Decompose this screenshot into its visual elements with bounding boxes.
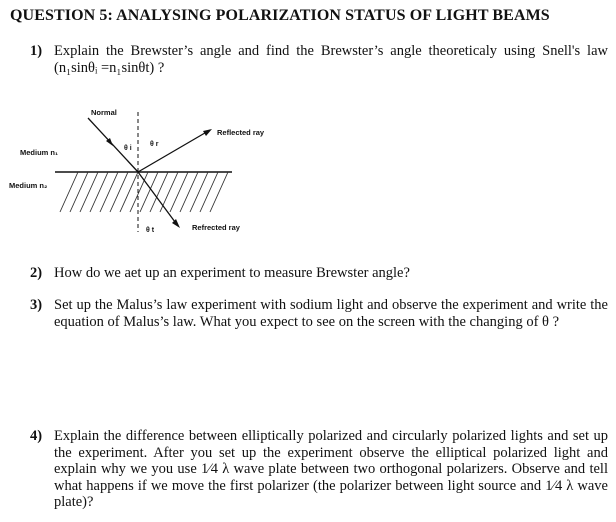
reflected-ray: [138, 130, 210, 172]
reflected-arrow: [203, 129, 212, 136]
page-title: QUESTION 5: ANALYSING POLARIZATION STATUS OF LIGHT BEAMS: [10, 7, 550, 24]
theta-t-label: θ t: [146, 227, 155, 234]
medium2-hatching: [60, 172, 228, 212]
question-3: [30, 297, 608, 330]
reflected-label: Reflected ray: [217, 128, 265, 137]
question-number: 4): [30, 428, 43, 444]
question-2: [30, 265, 608, 282]
question-4: [30, 428, 608, 511]
theta-i-label: θ i: [124, 145, 132, 152]
brewster-diagram: [0, 100, 300, 240]
question-number: 3): [30, 297, 43, 313]
question-text: Explain the Brewster’s angle and find the Brewster’s angle theoreticaly using Snell's law (n₁sinθᵢ =n₁sinθt) ?: [54, 43, 608, 76]
refracted-ray: [138, 172, 178, 226]
normal-label: Normal: [91, 108, 117, 117]
question-text: Set up the Malus’s law experiment with sodium light and observe the experiment and write the equation of Malus’s law. What you expect to see on the screen with the changing of θ ?: [54, 297, 608, 330]
medium1-label: Medium n₁: [20, 148, 59, 157]
question-number: 2): [30, 265, 43, 281]
question-text: Explain the difference between elliptically polarized and circularly polarized lights and set up the experiment. After you set up the experiment observe the elliptical polarized light and explain why we you use 1⁄4 λ wave plate between two orthogonal polarizers. Observe and tell what happens if we move the first polarizer (the polarizer between light source and 1⁄4 λ wave plate)?: [54, 428, 608, 510]
question-1: [30, 43, 608, 76]
theta-r-label: θ r: [150, 141, 159, 148]
refracted-label: Refrected ray: [192, 223, 240, 232]
question-number: 1): [30, 43, 43, 59]
medium2-label: Medium n₂: [9, 181, 48, 190]
question-text: How do we aet up an experiment to measure Brewster angle?: [54, 265, 410, 281]
